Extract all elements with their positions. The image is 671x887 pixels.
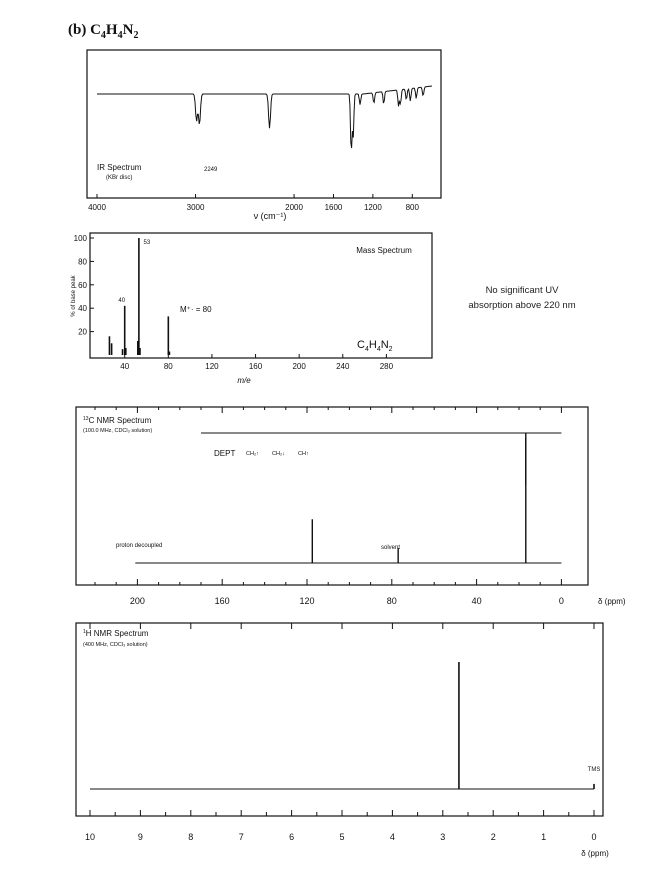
c13-peaks bbox=[312, 433, 525, 563]
ms-xtick-label-120: 120 bbox=[205, 362, 219, 371]
figure-title: (b) $C_4H_4N_2$ bbox=[68, 22, 139, 41]
uv-note-line1: No significant UV bbox=[485, 285, 559, 296]
ir-tick-label-3000: 3000 bbox=[186, 203, 205, 212]
ms-formula: $C_4H_4N_2$ bbox=[357, 339, 393, 353]
ms-title: Mass Spectrum bbox=[356, 246, 412, 255]
ms-ylabel: % of base peak bbox=[71, 275, 77, 317]
c13-tick-label-200: 200 bbox=[129, 596, 145, 606]
h1-tick-label-2: 2 bbox=[490, 832, 496, 842]
h1-peaks bbox=[459, 662, 594, 789]
c13-proton-decoupled-label: proton decoupled bbox=[116, 543, 163, 549]
c13-tick-label-160: 160 bbox=[214, 596, 230, 606]
ms-xtick-label-80: 80 bbox=[163, 362, 173, 371]
c13-axis bbox=[95, 407, 564, 606]
ms-xtick-label-200: 200 bbox=[292, 362, 306, 371]
ir-frame bbox=[87, 50, 441, 198]
c13-dept-ch2: CH₂↓ bbox=[272, 451, 285, 457]
h1-tms-label: TMS bbox=[587, 767, 601, 773]
h1-xlabel: δ (ppm) bbox=[581, 849, 609, 858]
c13-tick-label-80: 80 bbox=[386, 596, 397, 606]
c13-subtitle: (100.0 MHz, CDCl₃ solution) bbox=[83, 428, 153, 434]
ms-ytick-label-40: 40 bbox=[78, 304, 87, 314]
h1-tick-label-9: 9 bbox=[137, 832, 143, 842]
c13-frame bbox=[76, 407, 588, 585]
c13-tick-label-40: 40 bbox=[471, 596, 482, 606]
ms-xtick-label-240: 240 bbox=[336, 362, 350, 371]
ir-xlabel: ν (cm⁻¹) bbox=[253, 211, 287, 221]
ir-tick-label-800: 800 bbox=[405, 203, 419, 212]
c13-tick-label-120: 120 bbox=[299, 596, 315, 606]
ir-tick-label-1600: 1600 bbox=[324, 203, 343, 212]
c13-dept-ch3: CH₂↑ bbox=[246, 451, 259, 457]
ir-trace bbox=[97, 86, 432, 148]
ms-ytick-label-20: 20 bbox=[78, 327, 87, 337]
ir-axis bbox=[88, 194, 419, 212]
ms-peak-label-40: 40 bbox=[118, 297, 126, 304]
ms-bars bbox=[109, 238, 169, 355]
ir-tick-label-4000: 4000 bbox=[88, 203, 106, 212]
h1-tick-label-7: 7 bbox=[238, 832, 244, 842]
ms-xlabel: m/e bbox=[237, 376, 251, 385]
ms-ytick-label-80: 80 bbox=[78, 257, 87, 267]
h1-title: $^1$H NMR Spectrum bbox=[83, 629, 149, 638]
ms-ytick-label-100: 100 bbox=[73, 234, 87, 243]
h1-tick-label-3: 3 bbox=[440, 832, 446, 842]
h1-tick-label-10: 10 bbox=[84, 832, 96, 842]
uv-note-line2: absorption above 220 nm bbox=[468, 300, 576, 311]
ir-subtitle: (KBr disc) bbox=[106, 175, 133, 181]
c13-xlabel: δ (ppm) bbox=[598, 597, 626, 606]
ms-xtick-label-280: 280 bbox=[379, 362, 394, 371]
h1-tick-label-0: 0 bbox=[591, 832, 597, 842]
ir-tick-label-1200: 1200 bbox=[363, 203, 382, 212]
h1-tick-label-8: 8 bbox=[188, 832, 194, 842]
ir-title: IR Spectrum bbox=[97, 163, 142, 172]
c13-title: $^{13}$C NMR Spectrum bbox=[83, 416, 152, 425]
c13-tick-label-0: 0 bbox=[558, 596, 564, 606]
h1-axis bbox=[85, 623, 597, 842]
h1-tick-label-6: 6 bbox=[289, 832, 295, 842]
h1-tick-label-5: 5 bbox=[339, 832, 345, 842]
c13-solvent-label: solvent bbox=[381, 545, 401, 551]
h1-frame bbox=[76, 623, 603, 816]
ms-ytick-label-60: 60 bbox=[78, 280, 87, 290]
h1-tick-label-4: 4 bbox=[389, 832, 395, 842]
ms-peak-label-53: 53 bbox=[143, 240, 151, 246]
ir-peak-label: 2249 bbox=[204, 167, 218, 173]
ms-xtick-label-40: 40 bbox=[120, 362, 130, 371]
ir-tick-label-2000: 2000 bbox=[285, 203, 303, 212]
ms-molecular-ion: M⁺· = 80 bbox=[180, 305, 212, 314]
h1-subtitle: (400 MHz, CDCl₃ solution) bbox=[83, 642, 148, 648]
c13-dept-label: DEPT bbox=[214, 449, 236, 458]
ms-xtick-label-160: 160 bbox=[248, 362, 263, 371]
c13-dept-ch: CH↑ bbox=[298, 451, 309, 457]
h1-tick-label-1: 1 bbox=[541, 832, 547, 842]
